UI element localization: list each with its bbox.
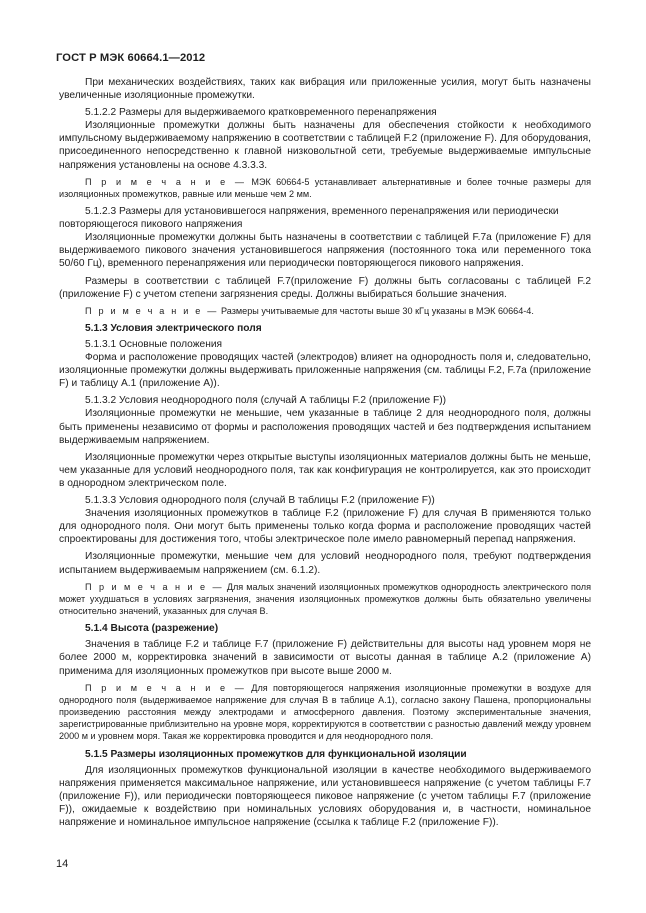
paragraph: Значения в таблице F.2 и таблице F.7 (приложение F) действительны для высоты над уровнем моря не более 2000 м, корректировка значений в зависимости от высоты данная в таблице А.2 (приложение А) применима для изоляционных промежутков при высоте выше 2000 м. (59, 639, 591, 677)
note (59, 176, 591, 200)
document-body (59, 76, 591, 833)
paragraph: Значения изоляционных промежутков в таблице F.2 (приложение F) для случая В применяются только для однородного поля. Они могут быть применены только когда форма и расположение проводящих частей спроектированы для достижения того, чтобы электрическое поле имело равномерный перепад напряжения. (59, 508, 591, 546)
subclause-title: 5.1.3.3 Условия однородного поля (случай В таблицы F.2 (приложение F)) (85, 495, 435, 507)
subclause-title: 5.1.3.2 Условия неоднородного поля (случай А таблицы F.2 (приложение F)) (85, 395, 447, 407)
note (59, 581, 591, 618)
paragraph: Изоляционные промежутки должны быть назначены для обеспечения стойкости к необходимого импульсному выдерживаемому напряжению в соответствии с таблицей F.2 (приложение F). Для оборудования, присоединенного непосредственно к главной низковольтной сети, требуемые выдерживаемые импульсные напряжения установлены на основе 4.3.3.3. (59, 120, 591, 171)
note (59, 682, 591, 743)
note-label: П р и м е ч а н и е — (85, 305, 219, 316)
paragraph: Размеры в соответствии с таблицей F.7(приложение F) должны быть согласованы с таблицей F.2 (приложение F) с учетом степени загрязнения среды. Должны выбираться большие значения. (59, 275, 591, 300)
paragraph: Изоляционные промежутки, меньшие чем для условий неоднородного поля, требуют подтверждения испытанием выдерживаемым напряжением (см. 6.1.2). (59, 551, 591, 576)
page-number: 14 (56, 858, 69, 870)
section-heading: 5.1.5 Размеры изоляционных промежутков для функциональной изоляции (85, 748, 467, 760)
note-text: Размеры учитываемые для частоты выше 30 кГц указаны в МЭК 60664-4. (218, 305, 534, 316)
document-header: ГОСТ Р МЭК 60664.1—2012 (56, 52, 206, 64)
note-label: П р и м е ч а н и е — (85, 176, 247, 187)
paragraph: Изоляционные промежутки должны быть назначены в соответствии с таблицей F.7a (приложение F) для выдерживаемого пикового значения установившегося напряжения (постоянного тока или переменного тока 50/60 Гц), временного перенапряжения или периодически повторяющегося пикового напряжения. (59, 232, 591, 270)
note-text: Для малых значений изоляционных промежутков однородность электрического поля может ухудшаться в условиях загрязнения, значения изоляционных промежутков должны быть обязательно увеличены относительно значений, указанных для случая В. (59, 581, 591, 617)
paragraph: Форма и расположение проводящих частей (электродов) влияет на однородность поля и, следовательно, изоляционные промежутки должны выдерживать приложенные напряжения (см. таблицы F.2, F.7a (приложение F) и таблицу А.1 (приложение А)). (59, 352, 591, 390)
note-text: Для повторяющегося напряжения изоляционные промежутки в воздухе для однородного поля (выдерживаемое напряжение для случая В в таблице А.1), согласно закону Пашена, пропорциональны произведению расстояния между электродами и атмосферного давления. Поэтому экспериментальные значения, зарегистрированные приблизительно на уровне моря, корректируются в соответствии с разностью давлений между уровнем 2000 м и уровнем моря. Такая же корректировка проводится и для неоднородного поля. (59, 682, 591, 742)
section-heading: 5.1.4 Высота (разрежение) (85, 623, 219, 635)
note-label: П р и м е ч а н и е — (85, 682, 247, 693)
paragraph: Изоляционные промежутки не меньшие, чем указанные в таблице 2 для неоднородного поля, должны быть применены независимо от формы и расположения проводящих частей и без подтверждения испытанием выдерживаемым напряжением. (59, 408, 591, 446)
note-text: МЭК 60664-5 устанавливает альтернативные и более точные размеры для изоляционных промежутков, равные или меньше чем 2 мм. (59, 176, 592, 199)
subclause-title: 5.1.3.1 Основные положения (85, 339, 223, 351)
note (59, 305, 591, 317)
paragraph: Для изоляционных промежутков функциональной изоляции в качестве необходимого выдерживаемого напряжения применяется максимальное напряжение, или установившееся напряжение (с учетом таблицы F.7 (приложение F)), или периодически повторяющееся пиковое напряжение (с учетом таблицы F.7 (приложение F)), ожидаемые к воздействию при номинальных условиях оборудования и, в частности, номинальное напряжение и номинальное импульсное напряжение (ссылка к таблице F.2 (приложение F)). (59, 764, 591, 829)
subclause-title: 5.1.2.2 Размеры для выдерживаемого кратковременного перенапряжения (85, 107, 437, 119)
section-heading: 5.1.3 Условия электрического поля (85, 322, 262, 334)
note-label: П р и м е ч а н и е — (85, 581, 224, 592)
subclause-title: 5.1.2.3 Размеры для установившегося напряжения, временного перенапряжения или периодически повторяющегося пикового напряжения (59, 206, 559, 231)
paragraph: При механических воздействиях, таких как вибрация или приложенные усилия, могут быть назначены увеличенные изоляционные промежутки. (59, 77, 591, 102)
paragraph: Изоляционные промежутки через открытые выступы изоляционных материалов должны быть не меньше, чем указанные для условий неоднородного поля, так как конфигурация не контролируется, как это происходит в однородном электрическом поле. (59, 451, 591, 489)
